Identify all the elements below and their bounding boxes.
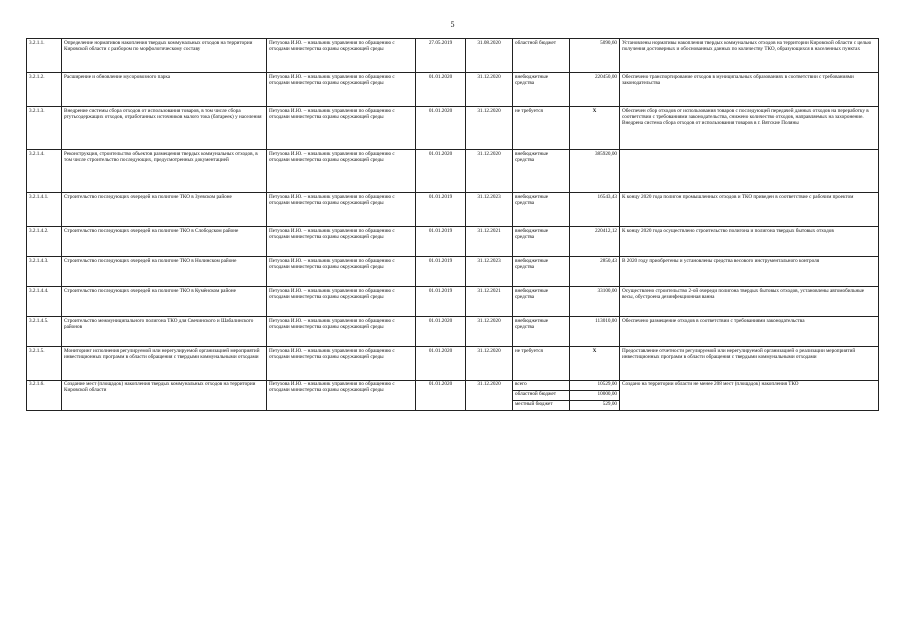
responsible-person: Петухова И.Ю. – начальник управления по обращению с отходами министерства охраны окружающей среды: [267, 150, 416, 193]
start-date: 01.01.2019: [416, 227, 466, 257]
activity-name: Создание мест (площадок) накопления твердых коммунальных отходов на территории Кировской области: [62, 381, 267, 411]
start-date: 01.01.2019: [416, 287, 466, 317]
start-date: 01.01.2020: [416, 347, 466, 381]
funding-amount: 385920,00: [570, 150, 620, 193]
table-row: [27, 317, 879, 347]
responsible-person: Петухова И.Ю. – начальник управления по обращению с отходами министерства охраны окружающей среды: [267, 257, 416, 287]
end-date: 31.12.2020: [466, 150, 513, 193]
expected-result: Обеспечено размещение отходов в соответствии с требованиями законодательства: [620, 317, 879, 347]
table-row: [27, 73, 879, 107]
end-date: 31.12.2020: [466, 107, 513, 150]
funding-source: местный бюджет: [513, 401, 570, 411]
funding-source: внебюджетные средства: [513, 227, 570, 257]
activity-name: Реконструкция, строительство объектов размещения твердых коммунальных отходов, в том числе строительство последующих, предусмотренных документацией: [62, 150, 267, 193]
expected-result: [620, 150, 879, 193]
start-date: 01.01.2020: [416, 150, 466, 193]
table-row: [27, 227, 879, 257]
row-number: 3.2.1.4.3.: [27, 257, 62, 287]
row-number: 3.2.1.5.: [27, 347, 62, 381]
row-number: 3.2.1.4.: [27, 150, 62, 193]
end-date: 31.12.2023: [466, 257, 513, 287]
row-number: 3.2.1.4.2.: [27, 227, 62, 257]
funding-amount: 10000,00: [570, 391, 620, 401]
expected-result: В 2020 году приобретены и установлены средства весового инструментального контроля: [620, 257, 879, 287]
row-number: 3.2.1.4.1.: [27, 193, 62, 227]
table-row: [27, 347, 879, 381]
funding-amount: 2850,43: [570, 257, 620, 287]
start-date: 01.01.2019: [416, 257, 466, 287]
start-date: 01.01.2019: [416, 193, 466, 227]
expected-result: К концу 2020 года полигон промышленных отходов и ТКО приведен в соответствие с рабочим проектом: [620, 193, 879, 227]
responsible-person: Петухова И.Ю. – начальник управления по обращению с отходами министерства охраны окружающей среды: [267, 347, 416, 381]
table-row: [27, 381, 879, 391]
activity-name: Строительство последующих очередей на полигоне ТКО в Слободском районе: [62, 227, 267, 257]
activities-table: [26, 38, 879, 411]
funding-source: внебюджетные средства: [513, 150, 570, 193]
funding-source: внебюджетные средства: [513, 193, 570, 227]
funding-source: внебюджетные средства: [513, 287, 570, 317]
responsible-person: Петухова И.Ю. – начальник управления по обращению с отходами министерства охраны окружающей среды: [267, 107, 416, 150]
activity-name: Строительство последующих очередей на полигоне ТКО в Нолинском районе: [62, 257, 267, 287]
expected-result: Обеспечен сбор отходов от использования товаров с последующей передачей данных отходов на переработку в соответствии с требованиями законодательства, снижено количество отходов, направляемых на захоронение. Внедрена система сбора отходов от использования товаров в г. Вятские Поляны: [620, 107, 879, 150]
funding-amount: 33100,00: [570, 287, 620, 317]
row-number: 3.2.1.2.: [27, 73, 62, 107]
responsible-person: Петухова И.Ю. – начальник управления по обращению с отходами министерства охраны окружающей среды: [267, 73, 416, 107]
end-date: 31.08.2020: [466, 39, 513, 73]
activity-name: Строительство последующих очередей на полигоне ТКО в Кумёнском районе: [62, 287, 267, 317]
end-date: 31.12.2021: [466, 287, 513, 317]
row-number: 3.2.1.4.4.: [27, 287, 62, 317]
funding-source: областной бюджет: [513, 39, 570, 73]
end-date: 31.12.2020: [466, 317, 513, 347]
expected-result: К концу 2020 года осуществлено строительство полигона и полигона твердых бытовых отходов: [620, 227, 879, 257]
activity-name: Внедрение системы сбора отходов от использования товаров, в том числе сбора ртутьсодержащих отходов, отработанных источников малого тока (батареек) у населения: [62, 107, 267, 150]
funding-amount: X: [570, 347, 620, 381]
responsible-person: Петухова И.Ю. – начальник управления по обращению с отходами министерства охраны окружающей среды: [267, 317, 416, 347]
expected-result: Осуществлено строительство 2-ой очереди полигона твердых бытовых отходов, установлены автомобильные весы, обустроена дезинфекционная ванна: [620, 287, 879, 317]
funding-source: не требуется: [513, 347, 570, 381]
row-number: 3.2.1.6.: [27, 381, 62, 411]
funding-source: внебюджетные средства: [513, 257, 570, 287]
responsible-person: Петухова И.Ю. – начальник управления по обращению с отходами министерства охраны окружающей среды: [267, 287, 416, 317]
funding-amount: 220412,12: [570, 227, 620, 257]
row-number: 3.2.1.1.: [27, 39, 62, 73]
funding-amount: 5090,60: [570, 39, 620, 73]
responsible-person: Петухова И.Ю. – начальник управления по обращению с отходами министерства охраны окружающей среды: [267, 381, 416, 411]
funding-source: всего: [513, 381, 570, 391]
end-date: 31.12.2021: [466, 227, 513, 257]
responsible-person: Петухова И.Ю. – начальник управления по обращению с отходами министерства охраны окружающей среды: [267, 193, 416, 227]
start-date: 01.01.2020: [416, 107, 466, 150]
start-date: 27.05.2019: [416, 39, 466, 73]
start-date: 01.01.2020: [416, 381, 466, 411]
funding-source: не требуется: [513, 107, 570, 150]
activity-name: Мониторинг исполнения регулируемой или нерегулируемой организацией мероприятий инвестиционных программ в области обращения с твердыми коммунальными отходами: [62, 347, 267, 381]
table-row: [27, 150, 879, 193]
start-date: 01.01.2020: [416, 317, 466, 347]
funding-source: областной бюджет: [513, 391, 570, 401]
activity-name: Строительство межмуниципального полигона ТКО для Свечинского и Шабалинского районов: [62, 317, 267, 347]
funding-amount: 113010,00: [570, 317, 620, 347]
activity-name: Расширение и обновление мусоровозного парка: [62, 73, 267, 107]
expected-result: Обеспечено транспортирование отходов в муниципальных образованиях в соответствии с требованиями законодательства: [620, 73, 879, 107]
end-date: 31.12.2020: [466, 73, 513, 107]
funding-source: внебюджетные средства: [513, 317, 570, 347]
activity-name: Определение нормативов накопления твердых коммунальных отходов на территории Кировской области с разбором по морфологическому составу: [62, 39, 267, 73]
end-date: 31.12.2023: [466, 193, 513, 227]
expected-result: Установлены нормативы накопления твердых коммунальных отходов на территории Кировской области с целью получения достоверных и обоснованных данных по количеству ТКО, образующихся в населенных пунктах: [620, 39, 879, 73]
row-number: 3.2.1.3.: [27, 107, 62, 150]
page-number: 5: [450, 20, 455, 29]
end-date: 31.12.2020: [466, 347, 513, 381]
expected-result: Создано на территории области не менее 208 мест (площадок) накопления ТКО: [620, 381, 879, 411]
responsible-person: Петухова И.Ю. – начальник управления по обращению с отходами министерства охраны окружающей среды: [267, 39, 416, 73]
end-date: 31.12.2020: [466, 381, 513, 411]
start-date: 01.01.2020: [416, 73, 466, 107]
funding-source: внебюджетные средства: [513, 73, 570, 107]
row-number: 3.2.1.4.5.: [27, 317, 62, 347]
table-row: [27, 107, 879, 150]
funding-amount: X: [570, 107, 620, 150]
funding-amount: 529,00: [570, 401, 620, 411]
table-row: [27, 287, 879, 317]
table-row: [27, 39, 879, 73]
funding-amount: 16543,43: [570, 193, 620, 227]
funding-amount: 10529,00: [570, 381, 620, 391]
table-row: [27, 257, 879, 287]
funding-amount: 220450,00: [570, 73, 620, 107]
table-row: [27, 193, 879, 227]
expected-result: Предоставление отчетности регулируемой или нерегулируемой организацией о реализации мероприятий инвестиционных программ в области обращения с твердыми коммунальными отходами: [620, 347, 879, 381]
responsible-person: Петухова И.Ю. – начальник управления по обращению с отходами министерства охраны окружающей среды: [267, 227, 416, 257]
activity-name: Строительство последующих очередей на полигоне ТКО в Зуевском районе: [62, 193, 267, 227]
